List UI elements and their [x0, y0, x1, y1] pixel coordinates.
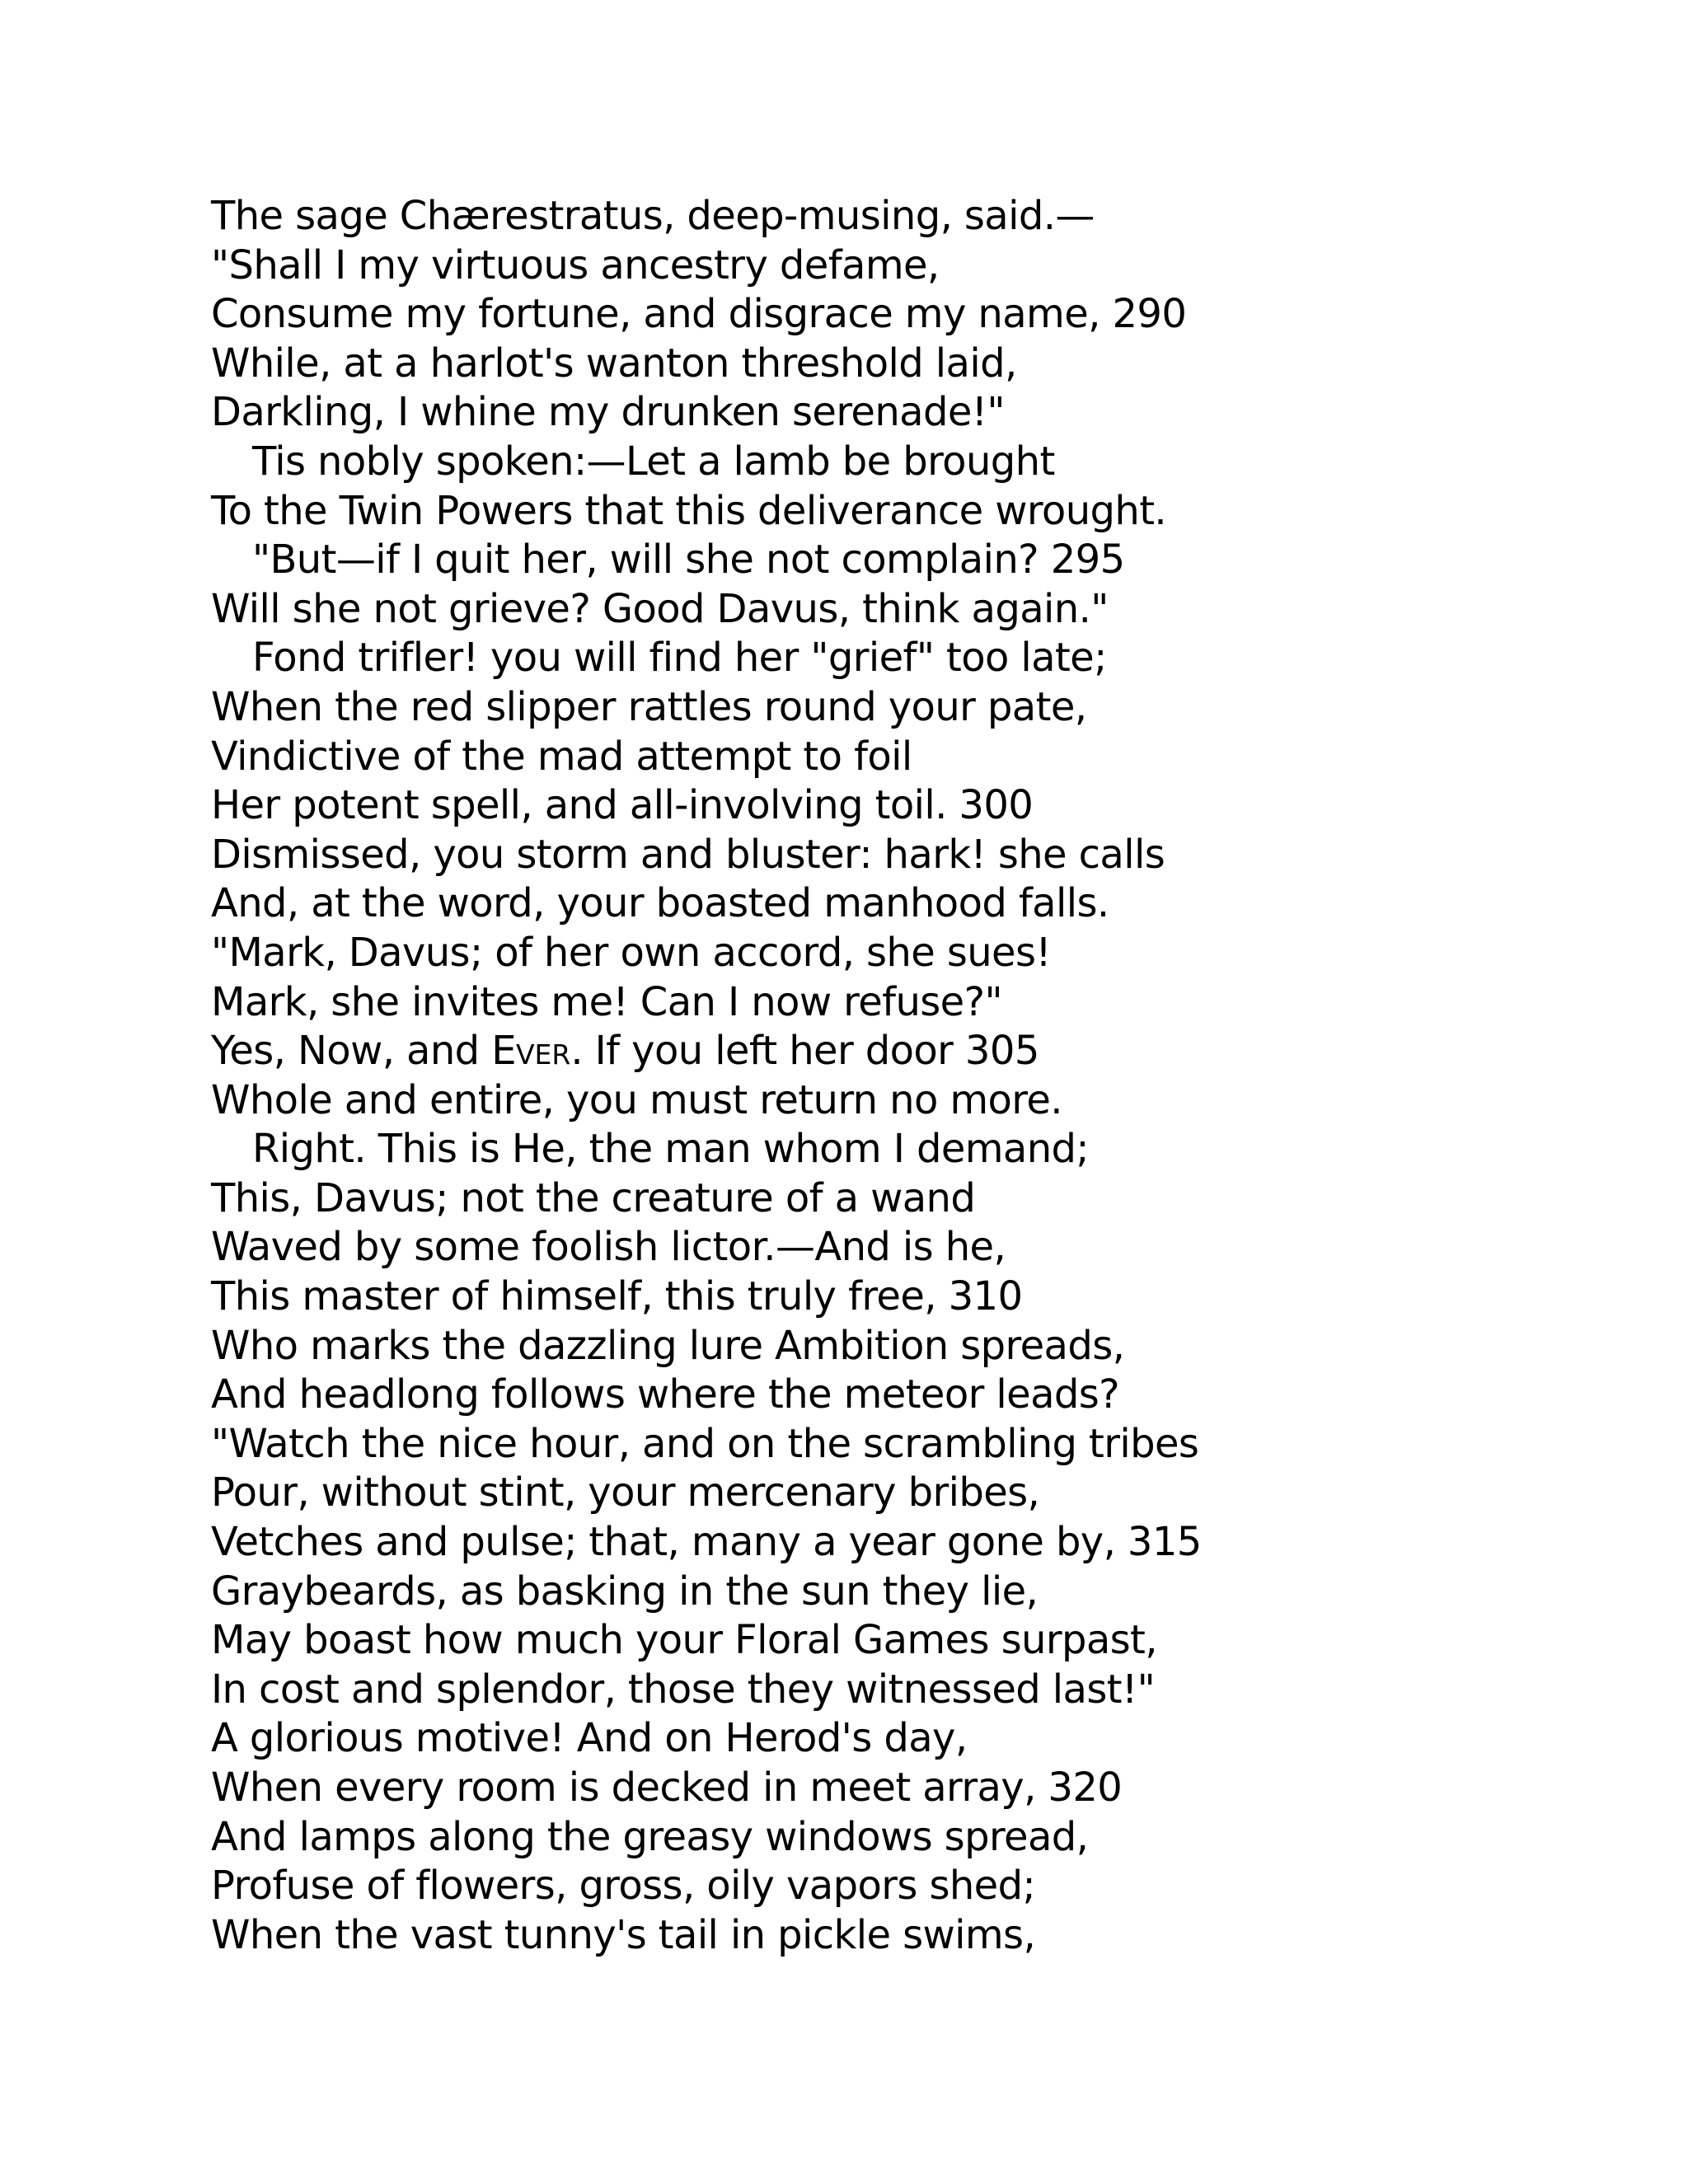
poem-line — [211, 1027, 1612, 1076]
poem-line-tail: . If you left her door 305 — [570, 1028, 1039, 1075]
poem-line: Vindictive of the mad attempt to foil — [211, 733, 912, 780]
poem-line: Who marks the dazzling lure Ambition spreads, — [211, 1322, 1125, 1369]
poem-line: In cost and splendor, those they witnessed last!" — [211, 1666, 1156, 1713]
poem-line: And headlong follows where the meteor leads? — [211, 1371, 1120, 1418]
small-caps-word: VER — [515, 1038, 571, 1071]
poem-line: When the vast tunny's tail in pickle swims, — [211, 1911, 1036, 1958]
poem-line: A glorious motive! And on Herod's day, — [211, 1715, 968, 1762]
poem-line: Waved by some foolish lictor.—And is he, — [211, 1224, 1006, 1271]
poem-line: Consume my fortune, and disgrace my name, 290 — [211, 291, 1187, 338]
poem-line: When the red slipper rattles round your pate, — [211, 683, 1087, 730]
poem-line: While, at a harlot's wanton threshold laid, — [211, 340, 1017, 387]
poem-line: Darkling, I whine my drunken serenade!" — [211, 389, 1005, 436]
poem-line: This master of himself, this truly free, 310 — [211, 1273, 1023, 1320]
small-caps-initial: E — [491, 1028, 516, 1075]
poem-line-head: Yes, Now, and — [211, 1028, 492, 1075]
poem-line: Fond trifler! you will find her "grief" too late; — [252, 635, 1107, 682]
poem-line: "Shall I my virtuous ancestry defame, — [211, 241, 940, 288]
poem-line: Pour, without stint, your mercenary bribes, — [211, 1469, 1040, 1516]
poem-text — [211, 192, 1612, 1960]
poem-line: To the Twin Powers that this deliverance wrought. — [211, 487, 1167, 534]
poem-line: Right. This is He, the man whom I demand; — [252, 1126, 1089, 1173]
poem-line: Profuse of flowers, gross, oily vapors shed; — [211, 1863, 1036, 1910]
poem-line: Mark, she invites me! Can I now refuse?" — [211, 978, 1002, 1025]
poem-line: The sage Chærestratus, deep-musing, said.— — [211, 193, 1095, 239]
poem-line: May boast how much your Floral Games surpast, — [211, 1617, 1157, 1664]
poem-line: Vetches and pulse; that, many a year gone by, 315 — [211, 1519, 1202, 1566]
poem-line: "Watch the nice hour, and on the scrambling tribes — [211, 1420, 1199, 1467]
poem-line: "Mark, Davus; of her own accord, she sues! — [211, 929, 1052, 976]
poem-line: Tis nobly spoken:—Let a lamb be brought — [252, 438, 1055, 485]
poem-line: When every room is decked in meet array, 320 — [211, 1765, 1123, 1811]
poem-line: Will she not grieve? Good Davus, think again." — [211, 585, 1109, 632]
poem-line: "But—if I quit her, will she not complain? 295 — [252, 537, 1125, 583]
poem-line: And lamps along the greasy windows spread, — [211, 1813, 1089, 1860]
poem-line: Dismissed, you storm and bluster: hark! she calls — [211, 831, 1165, 878]
poem-line: Graybeards, as basking in the sun they lie, — [211, 1568, 1039, 1615]
poem-line: Her potent spell, and all-involving toil. 300 — [211, 782, 1034, 829]
poem-line: And, at the word, your boasted manhood falls. — [211, 880, 1109, 927]
poem-line: Whole and entire, you must return no more. — [211, 1076, 1062, 1123]
poem-line: This, Davus; not the creature of a wand — [211, 1174, 976, 1221]
